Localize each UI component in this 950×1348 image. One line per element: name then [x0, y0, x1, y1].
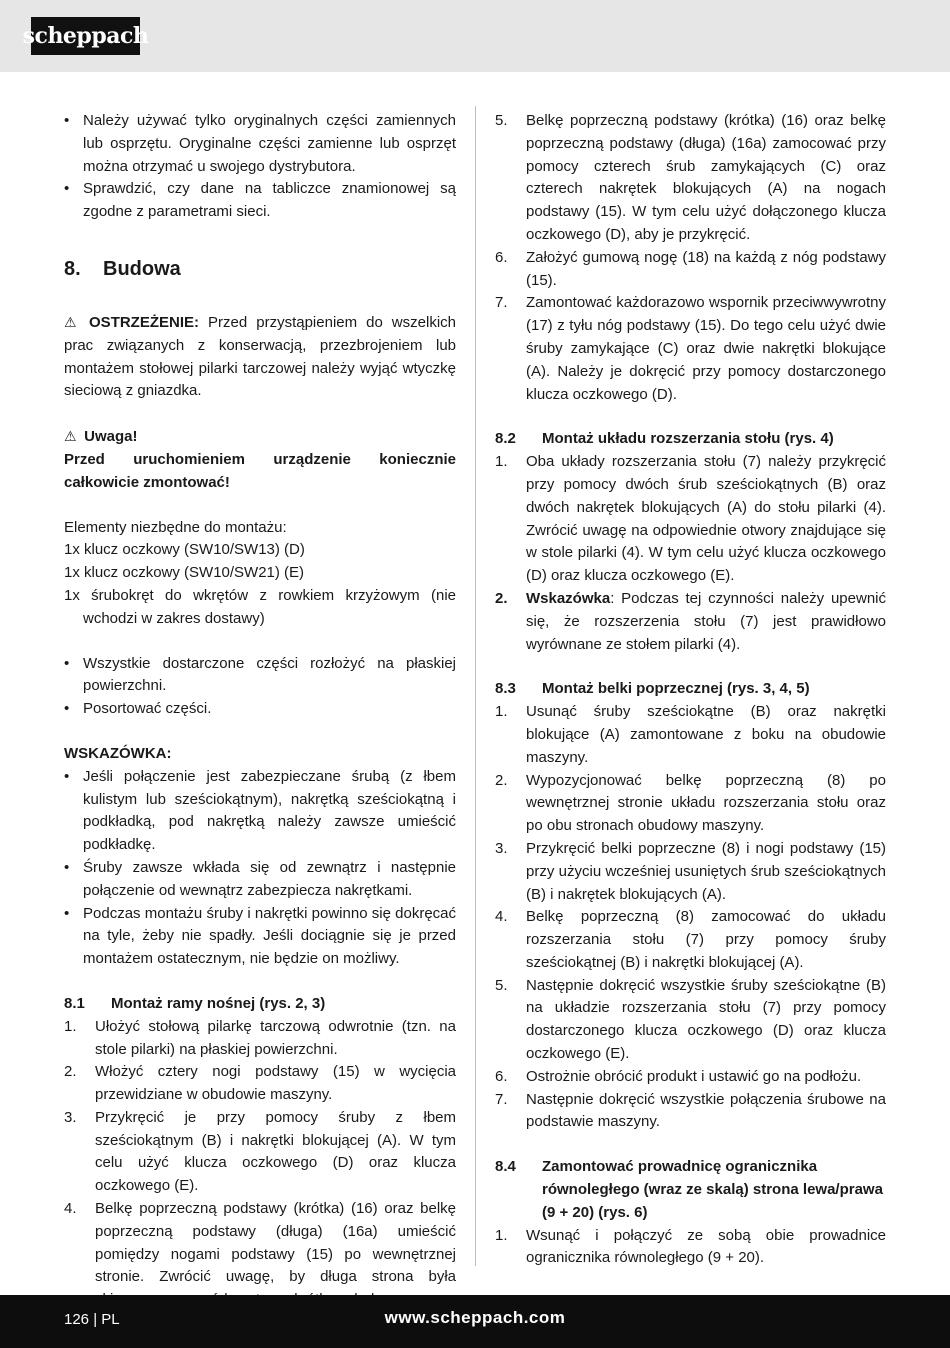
page-header: [0, 0, 950, 72]
section-title: Montaż belki poprzecznej (rys. 3, 4, 5): [542, 680, 810, 698]
list-item: [495, 838, 886, 906]
list-item: • Wszystkie dostarczone części rozłożyć na płaskiej powierzchni.: [64, 653, 456, 699]
step-text: Oba układy rozszerzania stołu (7) należy przykręcić przy pomocy dwóch śrub sześciokątnych (B) oraz dwóch nakrętek blokujących (A) do stołu pilarki (4). Zwrócić uwagę na odpowiednie otwory znajdujące się w stole pilarki (4). W tym celu użyć klucza oczkowego (D) oraz klucza oczkowego (E).: [526, 453, 886, 585]
warning-triangle-icon: ⚠: [64, 313, 77, 330]
step-text: Belkę poprzeczną podstawy (krótka) (16) oraz belkę poprzeczną podstawy (długa) (16a) umieścić pomiędzy nogami podstawy (15) po wewnętrznej stronie. Zwrócić uwagę, by długa strona była: [95, 1200, 456, 1286]
step-number: 1.: [495, 1226, 508, 1244]
step-text: Ułożyć stołową pilarkę tarczową odwrotnie (tzn. na stole pilarki) na płaskiej powierzchni.: [95, 1017, 456, 1058]
step-number: 2.: [64, 1063, 77, 1081]
section-number: 8.3: [495, 680, 516, 698]
chapter-number: 8.: [64, 257, 81, 280]
step-text: Usunąć śruby sześciokątne (B) oraz nakrętki blokujące (A) zamontowane z boku na obudowie maszyny.: [526, 703, 886, 766]
step-number: 1.: [64, 1017, 77, 1035]
step-number: 4.: [495, 908, 508, 926]
list-item: [495, 247, 886, 293]
tool-item: 1x klucz oczkowy (SW10/SW13) (D): [64, 541, 305, 559]
bullet-list-top: [64, 110, 456, 224]
list-item: [64, 1016, 456, 1062]
list-item: [64, 1061, 456, 1107]
steps-8-1: [64, 1016, 456, 1312]
step-number: 5.: [495, 112, 508, 129]
hint-label: Wskazówka: [526, 589, 611, 607]
list-item: [495, 110, 886, 247]
step-number: 3.: [495, 839, 508, 857]
section-number: 8.2: [495, 430, 516, 448]
step-number: 7.: [495, 294, 508, 312]
step-number: 4.: [64, 1200, 77, 1218]
website-link[interactable]: www.scheppach.com: [384, 1308, 566, 1327]
tool-item: 1x klucz oczkowy (SW10/SW21) (E): [64, 564, 305, 582]
list-item: • Śruby zawsze wkłada się od zewnątrz i następnie połączenie od wewnątrz zabezpiecza nakrętkami.: [64, 857, 456, 903]
tools-intro: Elementy niezbędne do montażu:: [64, 518, 287, 536]
list-item: • Sprawdzić, czy dane na tabliczce znamionowej są zgodne z parametrami sieci.: [64, 178, 456, 224]
step-number: 2.: [495, 771, 508, 789]
list-item: [495, 975, 886, 1066]
steps-8-3: [495, 701, 886, 1134]
step-text: Wypozycjonować belkę poprzeczną (8) po wewnętrznej stronie układu rozszerzania stołu oraz po obu stronach obudowy maszyny.: [526, 771, 886, 835]
left-column: [64, 110, 456, 1312]
section-title: Zamontować prowadnicę ogranicznika równoległego (wraz ze skalą) strona lewa/prawa (9 + 20) (rys. 6): [542, 1158, 883, 1221]
caution-text: Przed uruchomieniem urządzenie koniecznie całkowicie zmontować!: [64, 450, 456, 491]
list-item: [495, 701, 886, 769]
step-text: : Podczas tej czynności należy upewnić się, że rozszerzenia stołu (7) jest prawidłowo wyrównane ze stołem pilarki (4).: [526, 589, 886, 653]
bullet-list-mid: [64, 653, 456, 721]
section-number: 8.1: [64, 994, 85, 1012]
step-number: 6.: [495, 248, 508, 266]
section-number: 8.4: [495, 1158, 516, 1176]
steps-8-2: [495, 451, 886, 656]
tool-item: 1x śrubokręt do wkrętów z rowkiem krzyżowym (nie wchodzi w zakres dostawy): [64, 586, 456, 627]
step-number: 1.: [495, 453, 508, 471]
step-number: 1.: [495, 703, 508, 721]
page-footer: [0, 1295, 950, 1348]
warning-triangle-icon: ⚠: [64, 428, 77, 445]
list-item: [64, 1107, 456, 1198]
step-text: Przykręcić je przy pomocy śruby z łbem sześciokątnym (B) i nakrętki blokującej (A). W tym celu użyć klucza oczkowego (D) oraz klucza oczkowego (E).: [95, 1108, 456, 1195]
hint-list: [64, 766, 456, 971]
right-column: [495, 110, 886, 1270]
section-heading-8-4: [495, 1156, 886, 1224]
chapter-heading: [64, 256, 456, 282]
step-text: Wsunąć i połączyć ze sobą obie prowadnice ogranicznika równoległego (9 + 20).: [526, 1226, 886, 1267]
step-number: 3.: [64, 1108, 77, 1126]
list-item: [495, 451, 886, 588]
step-text: Założyć gumową nogę (18) na każdą z nóg podstawy (15).: [526, 248, 886, 289]
step-text: Ostrożnie obrócić produkt i ustawić go na podłożu.: [526, 1067, 862, 1085]
brand-logo: scheppach: [31, 17, 140, 55]
step-number: 2.: [495, 589, 508, 607]
list-item: • Posortować części.: [64, 698, 456, 721]
column-divider: [475, 106, 476, 1266]
step-number: 7.: [495, 1090, 508, 1108]
list-item: [495, 906, 886, 974]
list-item: [495, 1225, 886, 1271]
step-text: Przykręcić belki poprzeczne (8) i nogi podstawy (15) przy użyciu wcześniej usuniętych śrub sześciokątnych (B) i nakrętek blokujących (A).: [526, 839, 886, 903]
section-heading-8-3: [495, 678, 886, 701]
step-number: 5.: [495, 976, 508, 994]
step-number: 6.: [495, 1067, 508, 1085]
list-item: [495, 1066, 886, 1089]
page-number: 126 | PL: [64, 1311, 120, 1328]
step-text: Belkę poprzeczną (8) zamocować do układu rozszerzania stołu (7) przy pomocy śruby sześciokątnej (B) i nakrętki blokującej (A).: [526, 908, 886, 971]
section-heading-8-1: [64, 993, 456, 1016]
caution-title-line: [64, 425, 456, 449]
step-text: Zamontować każdorazowo wspornik przeciwwywrotny (17) z tyłu nóg podstawy (15). Do tego celu użyć dwie śruby zamykające (C) oraz dwie nakrętki blokujące (A). Należy je dokręcić przy pomocy dostarczonego klucza oczkowego (D).: [526, 294, 886, 403]
warning-text: Przed przystąpieniem do wszelkich prac związanych z konserwacją, przezbrojeniem lub montażem stołowej pilarki tarczowej należy wyjąć wtyczkę sieciową z gniazdka.: [64, 313, 456, 400]
list-item: [495, 770, 886, 838]
list-item: [495, 588, 886, 656]
step-text: Następnie dokręcić wszystkie połączenia śrubowe na podstawie maszyny.: [526, 1090, 886, 1131]
steps-8-4: [495, 1225, 886, 1271]
step-text: Następnie dokręcić wszystkie śruby sześciokątne (B) na układzie rozszerzania stołu (7) przy pomocy dostarczonego klucza oczkowego (D) oraz klucza oczkowego (E).: [526, 976, 886, 1063]
hint-title: WSKAZÓWKA:: [64, 744, 172, 762]
chapter-title: Budowa: [103, 257, 181, 280]
warning-paragraph: [64, 311, 456, 403]
list-item: [495, 292, 886, 406]
list-item: • Jeśli połączenie jest zabezpieczane śrubą (z łbem kulistym lub sześciokątnym), nakrętką sześciokątną i podkładką, pod nakrętką należy zawsze umieścić podkładkę.: [64, 766, 456, 857]
list-item: [495, 1089, 886, 1135]
section-title: Montaż układu rozszerzania stołu (rys. 4): [542, 430, 834, 448]
caution-title: Uwaga!: [84, 428, 138, 446]
warning-label: OSTRZEŻENIE:: [89, 313, 200, 331]
step-text: Włożyć cztery nogi podstawy (15) w wycięcia przewidziane w obudowie maszyny.: [95, 1063, 456, 1104]
step-text: Belkę poprzeczną podstawy (krótka) (16) oraz belkę poprzeczną podstawy (długa) (16a) zamocować przy pomocy czterech śrub zamykających (C) oraz czterech nakrętek blokujących (A) na nogach podstawy (15). W tym celu użyć dołączonego klucza oczkowego (D), aby je przykręcić.: [526, 112, 886, 243]
section-heading-8-2: [495, 428, 886, 451]
list-item: • Należy używać tylko oryginalnych części zamiennych lub osprzętu. Oryginalne części zamienne lub osprzęt można otrzymać u swojego dystrybutora.: [64, 110, 456, 178]
steps-8-1-continued: [495, 110, 886, 406]
list-item: • Podczas montażu śruby i nakrętki powinno się dokręcać na tyle, żeby nie spadły. Jeśli dociągnie się je przed montażem ostatecznym, nie będzie on możliwy.: [64, 903, 456, 971]
section-title: Montaż ramy nośnej (rys. 2, 3): [111, 994, 326, 1012]
